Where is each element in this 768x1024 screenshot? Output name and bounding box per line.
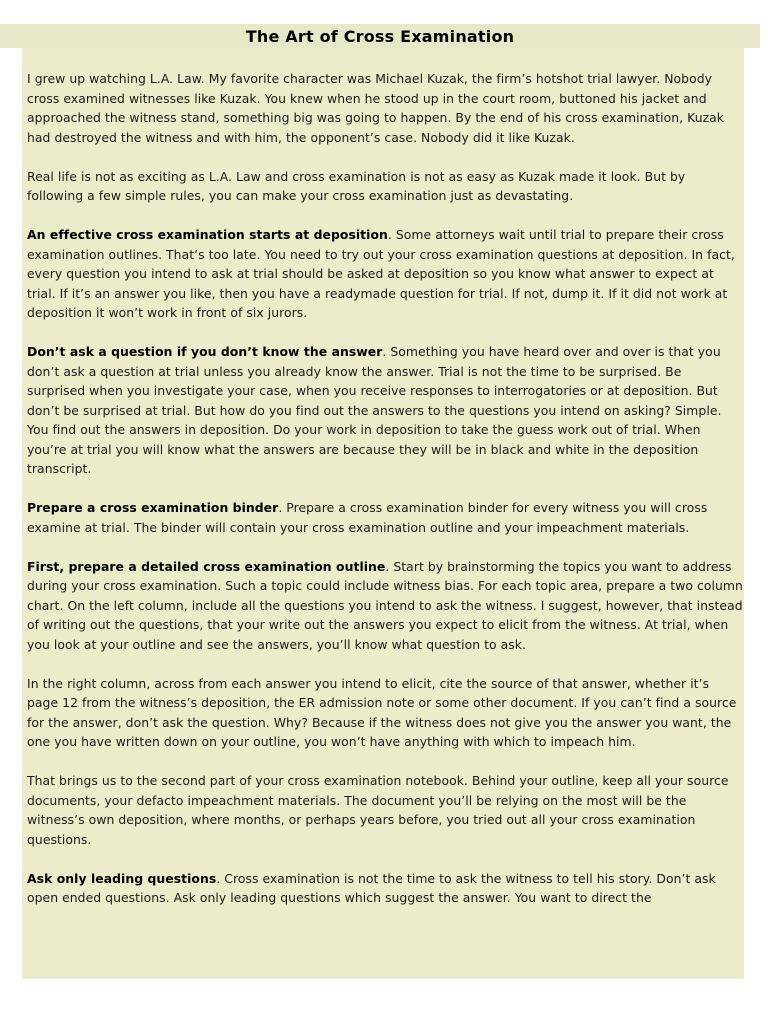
paragraph-text: That brings us to the second part of your cross examination notebook. Behind your outline, keep all your source documents, your defacto impeachment materials. The document you’ll be relying on the most will be the witness’s own deposition, where months, or perhaps years before, you tried out all your cross examination questions. <box>27 773 729 847</box>
paragraph-text: . Something you have heard over and over is that you don’t ask a question at trial unless you already know the answer. Trial is not the time to be surprised. Be surprised when you investigate your case, when you receive responses to interrogatories or at deposition. But don’t be surprised at trial. But how do you find out the answers to the questions you intend on asking? Simple. You find out the answers in deposition. Do your work in deposition to take the guess work out of trial. When you’re at trial you will know what the answers are because they will be in black and white in the deposition transcript. <box>27 344 722 476</box>
paragraph-heading: Don’t ask a question if you don’t know the answer <box>27 344 383 359</box>
paragraph-leading-questions <box>27 869 743 908</box>
paragraph-heading: Ask only leading questions <box>27 870 217 886</box>
title-bar <box>0 24 760 48</box>
paragraph-text: . Start by brainstorming the topics you want to address during your cross examination. Such a topic could include witness bias. For each topic area, prepare a two column chart. On the left column, include all the questions you intend to ask the witness. I suggest, however, that instead of writing out the questions, that your write out the answers you expect to elicit from the witness. At trial, when you look at your outline and see the answers, you’ll know what question to ask. <box>27 558 743 652</box>
paragraph-deposition <box>27 225 743 323</box>
paragraph-text: . Some attorneys wait until trial to prepare their cross examination outlines. That’s too late. You need to try out your cross examination questions at deposition. In fact, every question you intend to ask at trial should be asked at deposition so you know what answer to expect at trial. If it’s an answer you like, then you have a readymade question for trial. If not, dump it. If it did not work at deposition it won’t work in front of six jurors. <box>27 227 735 320</box>
paragraph-real-life <box>27 167 743 206</box>
paragraph-text: Real life is not as exciting as L.A. Law and cross examination is not as easy as Kuzak made it look. But by following a few simple rules, you can make your cross examination just as devastating. <box>27 168 686 203</box>
paragraph-heading: First, prepare a detailed cross examination outline <box>27 558 386 574</box>
paragraph-heading: An effective cross examination starts at deposition <box>27 227 388 242</box>
paragraph-notebook <box>27 771 743 849</box>
paragraph-heading: Prepare a cross examination binder <box>27 500 279 515</box>
paragraph-right-column <box>27 674 743 752</box>
paragraph-binder <box>27 498 743 537</box>
paragraph-text: I grew up watching L.A. Law. My favorite character was Michael Kuzak, the firm’s hotshot trial lawyer. Nobody cross examined witnesses like Kuzak. You knew when he stood up in the court room, buttoned his jacket and approached the witness stand, something big was going to happen. By the end of his cross examination, Kuzak had destroyed the witness and with him, the opponent’s case. Nobody did it like Kuzak. <box>27 71 725 145</box>
document-title: The Art of Cross Examination <box>245 26 515 46</box>
paragraph-outline <box>27 557 743 655</box>
paragraph-intro <box>27 69 743 147</box>
paragraph-know-answer <box>27 342 743 479</box>
paragraph-text: In the right column, across from each answer you intend to elicit, cite the source of that answer, whether it’s page 12 from the witness’s deposition, the ER admission note or some other document. If you can’t find a source for the answer, don’t ask the question. Why? Because if the witness does not give you the answer you want, the one you have written down on your outline, you won’t have anything with which to impeach him. <box>27 675 737 749</box>
paragraph-text: . Prepare a cross examination binder for every witness you will cross examine at trial. The binder will contain your cross examination outline and your impeachment materials. <box>27 500 708 535</box>
paragraph-text: . Cross examination is not the time to ask the witness to tell his story. Don’t ask open ended questions. Ask only leading questions which suggest the answer. You want to direct the <box>27 870 716 905</box>
document-body <box>22 48 744 979</box>
